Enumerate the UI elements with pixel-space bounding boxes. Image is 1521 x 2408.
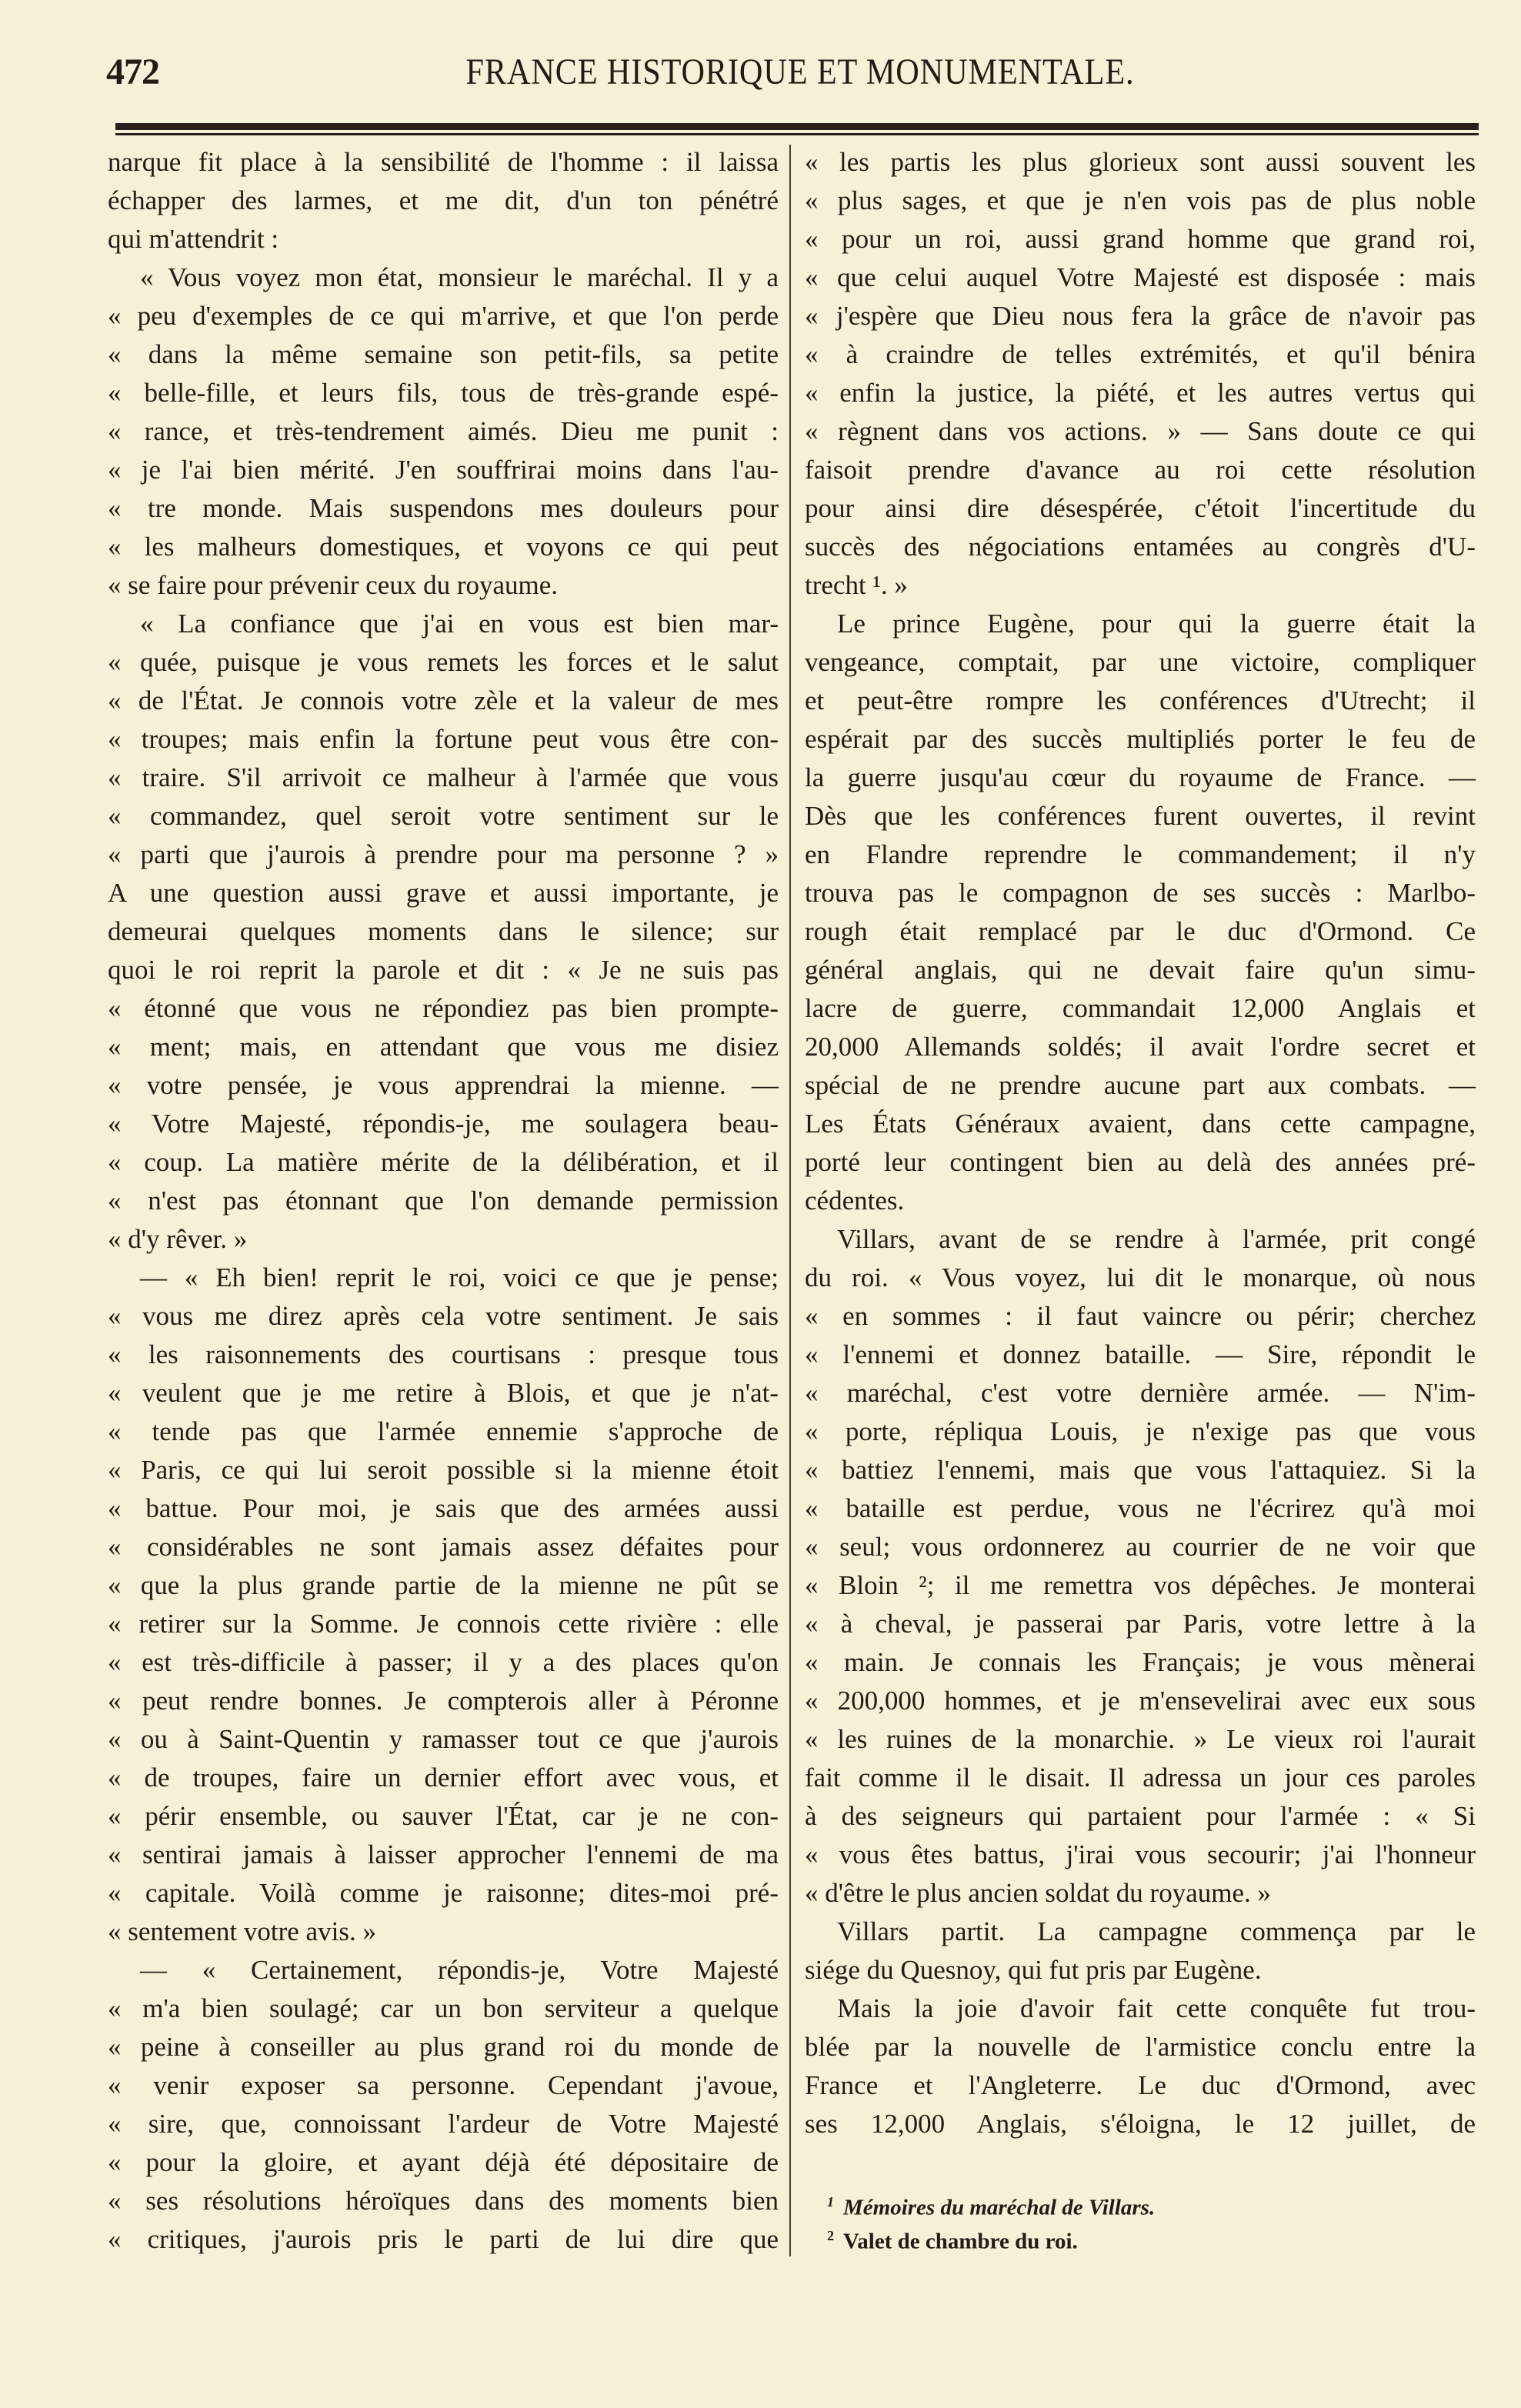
text-line: Les États Généraux avaient, dans cette campagne, [805, 1109, 1476, 1139]
text-line: « l'ennemi et donnez bataille. — Sire, répondit le [805, 1339, 1476, 1369]
text-line: blée par la nouvelle de l'armistice conclu entre la [805, 2032, 1476, 2062]
text-line: trouva pas le compagnon de ses succès : Marlbo- [805, 878, 1476, 908]
text-line: « de l'État. Je connois votre zèle et la valeur de mes [108, 685, 779, 715]
text-line: « Paris, ce qui lui seroit possible si la mienne étoit [108, 1455, 779, 1485]
footnote-2 [827, 2228, 1078, 2255]
text-line: narque fit place à la sensibilité de l'homme : il laissa [108, 147, 779, 177]
text-line: « peine à conseiller au plus grand roi du monde de [108, 2032, 779, 2062]
text-line: spécial de ne prendre aucune part aux combats. — [805, 1070, 1476, 1100]
text-line: — « Eh bien! reprit le roi, voici ce que je pense; [140, 1262, 779, 1292]
paragraph [108, 1951, 779, 2259]
text-line: « vous êtes battus, j'irai vous secourir; j'ai l'honneur [805, 1839, 1476, 1869]
text-line: et peut-être rompre les conférences d'Utrecht; il [805, 685, 1476, 715]
footnote-mark: 2 [827, 2228, 834, 2243]
text-line: « étonné que vous ne répondiez pas bien prompte- [108, 993, 779, 1023]
text-line: « se faire pour prévenir ceux du royaume. [108, 570, 559, 600]
text-line: rough était remplacé par le duc d'Ormond. Ce [805, 916, 1476, 946]
paragraph [805, 1220, 1476, 1913]
paragraph [805, 1913, 1476, 1989]
text-line: « les malheurs domestiques, et voyons ce qui peut [108, 532, 779, 562]
text-line: « les partis les plus glorieux sont aussi souvent les [805, 147, 1476, 177]
text-line: « veulent que je me retire à Blois, et que je n'at- [108, 1378, 779, 1408]
text-line: « Vous voyez mon état, monsieur le maréchal. Il y a [140, 262, 779, 292]
text-line: faisoit prendre d'avance au roi cette résolution [805, 455, 1476, 485]
text-line: « sentement votre avis. » [108, 1916, 376, 1946]
text-line: « ou à Saint-Quentin y ramasser tout ce que j'aurois [108, 1724, 779, 1754]
text-line: « les ruines de la monarchie. » Le vieux roi l'aurait [805, 1724, 1476, 1754]
text-line: — « Certainement, répondis-je, Votre Majesté [140, 1955, 779, 1985]
text-line: « capitale. Voilà comme je raisonne; dites-moi pré- [108, 1878, 779, 1908]
column-separator [789, 145, 791, 2256]
text-line: « pour la gloire, et ayant déjà été dépositaire de [108, 2147, 779, 2177]
text-line: « que la plus grande partie de la mienne ne pût se [108, 1570, 779, 1600]
text-line: « sire, que, connoissant l'ardeur de Votre Majesté [108, 2109, 779, 2139]
text-line: « sentirai jamais à laisser approcher l'ennemi de ma [108, 1839, 779, 1869]
text-line: quoi le roi reprit la parole et dit : « Je ne suis pas [108, 955, 779, 985]
text-line: « périr ensemble, ou sauver l'État, car je ne con- [108, 1801, 779, 1831]
text-line: « seul; vous ordonnerez au courrier de ne voir que [805, 1532, 1476, 1562]
text-line: espérait par des succès multipliés porter le feu de [805, 724, 1476, 754]
text-line: « Votre Majesté, répondis-je, me soulagera beau- [108, 1109, 779, 1139]
text-line: pour ainsi dire désespérée, c'étoit l'incertitude du [805, 493, 1476, 523]
text-line: « tende pas que l'armée ennemie s'approche de [108, 1416, 779, 1446]
paragraph [108, 258, 779, 605]
text-line: « critiques, j'aurois pris le parti de lui dire que [108, 2224, 779, 2254]
text-line: « d'être le plus ancien soldat du royaume. » [805, 1878, 1271, 1908]
text-line: fait comme il le disait. Il adressa un jour ces paroles [805, 1763, 1476, 1793]
paragraph [805, 605, 1476, 1220]
text-line: Le prince Eugène, pour qui la guerre était la [837, 609, 1476, 639]
text-line: « troupes; mais enfin la fortune peut vous être con- [108, 724, 779, 754]
text-line: « tre monde. Mais suspendons mes douleurs pour [108, 493, 779, 523]
header-rule-thick [115, 123, 1479, 130]
text-line: « les raisonnements des courtisans : presque tous [108, 1339, 779, 1369]
text-line: « battue. Pour moi, je sais que des armées aussi [108, 1493, 779, 1523]
text-line: « que celui auquel Votre Majesté est disposée : mais [805, 262, 1476, 292]
text-line: « dans la même semaine son petit-fils, sa petite [108, 339, 779, 369]
paragraph [108, 605, 779, 1259]
text-line: « pour un roi, aussi grand homme que grand roi, [805, 224, 1476, 254]
text-line: « m'a bien soulagé; car un bon serviteur a quelque [108, 1993, 779, 2023]
text-line: Villars, avant de se rendre à l'armée, prit congé [837, 1224, 1476, 1254]
text-line: « considérables ne sont jamais assez défaites pour [108, 1532, 779, 1562]
text-line: A une question aussi grave et aussi importante, je [108, 878, 779, 908]
text-line: « Bloin ²; il me remettra vos dépêches. Je monterai [805, 1570, 1476, 1600]
footnote-mark: 1 [827, 2194, 834, 2210]
text-line: Dès que les conférences furent ouvertes, il revint [805, 801, 1476, 831]
text-line: « vous me direz après cela votre sentiment. Je sais [108, 1301, 779, 1331]
footnote-1 [827, 2194, 1155, 2221]
text-line: « belle-fille, et leurs fils, tous de très-grande espé- [108, 378, 779, 408]
text-line: succès des négociations entamées au congrès d'U- [805, 532, 1476, 562]
text-line: porté leur contingent bien au delà des années pré- [805, 1147, 1476, 1177]
text-line: qui m'attendrit : [108, 224, 279, 254]
text-line: « ses résolutions héroïques dans des moments bien [108, 2186, 779, 2216]
text-line: Mais la joie d'avoir fait cette conquête fut trou- [837, 1993, 1476, 2023]
text-line: du roi. « Vous voyez, lui dit le monarque, où nous [805, 1262, 1476, 1292]
text-line: « quée, puisque je vous remets les forces et le salut [108, 647, 779, 677]
text-line: « je l'ai bien mérité. J'en souffrirai moins dans l'au- [108, 455, 779, 485]
text-line: « bataille est perdue, vous ne l'écrirez qu'à moi [805, 1493, 1476, 1523]
text-line: « battiez l'ennemi, mais que vous l'attaquiez. Si la [805, 1455, 1476, 1485]
text-line: « à cheval, je passerai par Paris, votre lettre à la [805, 1609, 1476, 1639]
text-line: vengeance, comptait, par une victoire, compliquer [805, 647, 1476, 677]
text-line: « ment; mais, en attendant que vous me disiez [108, 1032, 779, 1062]
text-line: « peut rendre bonnes. Je compterois aller à Péronne [108, 1686, 779, 1716]
footnote-text: Mémoires du maréchal de Villars. [843, 2195, 1156, 2220]
text-line: en Flandre reprendre le commandement; il n'y [805, 839, 1476, 869]
text-line: « votre pensée, je vous apprendrai la mienne. — [108, 1070, 779, 1100]
text-line: cédentes. [805, 1186, 905, 1216]
text-line: « règnent dans vos actions. » — Sans doute ce qui [805, 416, 1476, 446]
text-line: France et l'Angleterre. Le duc d'Ormond, avec [805, 2070, 1476, 2100]
text-line: « plus sages, et que je n'en vois pas de plus noble [805, 185, 1476, 215]
text-line: « parti que j'aurois à prendre pour ma personne ? » [108, 839, 779, 869]
text-line: ses 12,000 Anglais, s'éloigna, le 12 juillet, de [805, 2109, 1476, 2139]
text-line: général anglais, qui ne devait faire qu'un simu- [805, 955, 1476, 985]
text-line: 20,000 Allemands soldés; il avait l'ordre secret et [805, 1032, 1476, 1062]
text-line: « venir exposer sa personne. Cependant j'avoue, [108, 2070, 779, 2100]
text-line: « 200,000 hommes, et je m'ensevelirai avec eux sous [805, 1686, 1476, 1716]
text-line: « j'espère que Dieu nous fera la grâce de n'avoir pas [805, 301, 1476, 331]
text-line: « rance, et très-tendrement aimés. Dieu me punit : [108, 416, 779, 446]
text-line: « peu d'exemples de ce qui m'arrive, et que l'on perde [108, 301, 779, 331]
text-line: « d'y rêver. » [108, 1224, 248, 1254]
text-line: « maréchal, c'est votre dernière armée. — N'im- [805, 1378, 1476, 1408]
text-line: à des seigneurs qui partaient pour l'armée : « Si [805, 1801, 1476, 1831]
paragraph [805, 1989, 1476, 2143]
paragraph [108, 1259, 779, 1951]
text-line: lacre de guerre, commandait 12,000 Anglais et [805, 993, 1476, 1023]
text-line: « coup. La matière mérite de la délibération, et il [108, 1147, 779, 1177]
left-column [108, 143, 779, 2259]
text-line: siége du Quesnoy, qui fut pris par Eugène. [805, 1955, 1262, 1985]
footnote-text: Valet de chambre du roi. [843, 2229, 1078, 2254]
text-line: « à craindre de telles extrémités, et qu'il bénira [805, 339, 1476, 369]
paragraph [108, 143, 779, 258]
text-line: « retirer sur la Somme. Je connois cette rivière : elle [108, 1609, 779, 1639]
text-line: « commandez, quel seroit votre sentiment sur le [108, 801, 779, 831]
text-line: « traire. S'il arrivoit ce malheur à l'armée que vous [108, 762, 779, 792]
text-line: « n'est pas étonnant que l'on demande permission [108, 1186, 779, 1216]
text-line: « main. Je connais les Français; je vous mènerai [805, 1647, 1476, 1677]
paragraph [805, 143, 1476, 605]
text-line: trecht ¹. » [805, 570, 908, 600]
right-column [805, 143, 1476, 2143]
text-line: « porte, répliqua Louis, je n'exige pas que vous [805, 1416, 1476, 1446]
text-line: Villars partit. La campagne commença par le [837, 1916, 1476, 1946]
running-title: FRANCE HISTORIQUE ET MONUMENTALE. [465, 52, 1135, 92]
text-line: demeurai quelques moments dans le silence; sur [108, 916, 779, 946]
text-line: « est très-difficile à passer; il y a des places qu'on [108, 1647, 779, 1677]
text-line: « La confiance que j'ai en vous est bien mar- [140, 609, 779, 639]
text-line: « en sommes : il faut vaincre ou périr; cherchez [805, 1301, 1476, 1331]
text-line: « enfin la justice, la piété, et les autres vertus qui [805, 378, 1476, 408]
text-line: échapper des larmes, et me dit, d'un ton pénétré [108, 185, 779, 215]
page-number: 472 [106, 52, 159, 92]
header-rule-thin [115, 133, 1479, 135]
text-line: la guerre jusqu'au cœur du royaume de France. — [805, 762, 1476, 792]
text-line: « de troupes, faire un dernier effort avec vous, et [108, 1763, 779, 1793]
